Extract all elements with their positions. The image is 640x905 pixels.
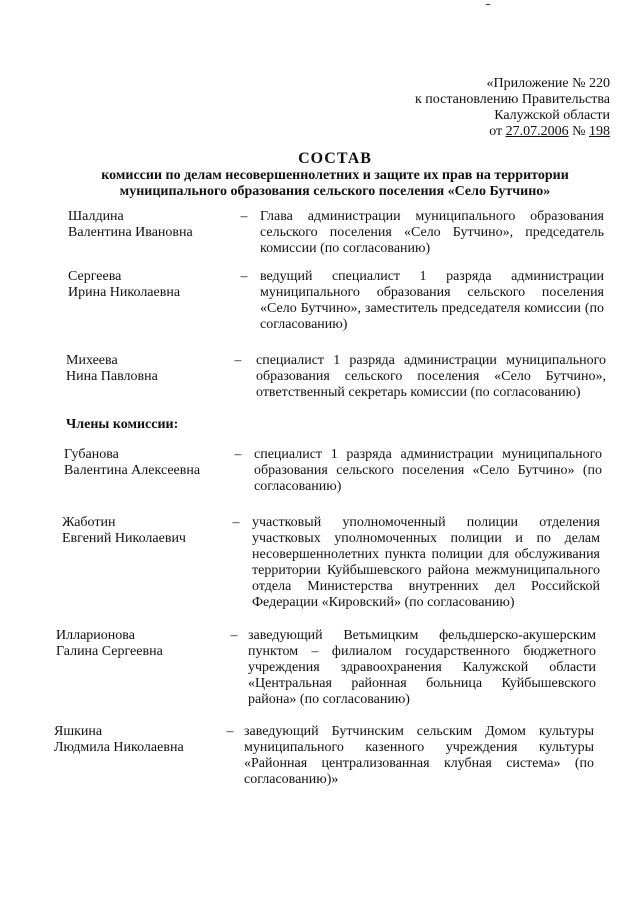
member-given-name: Валентина Алексеевна xyxy=(64,463,201,478)
member-role: специалист 1 разряда администрации муниципального образования сельского поселения «Село Бутчино» (по согласованию) xyxy=(254,447,602,494)
member-role: Глава администрации муниципального образования сельского поселения «Село Бутчино», председатель комиссии (по согласованию) xyxy=(260,209,604,256)
member-role: ведущий специалист 1 разряда администрации муниципального образования сельского поселения «Село Бутчино», заместитель председателя комиссии (по согласованию) xyxy=(260,269,604,332)
subtitle-line-1: комиссии по делам несовершеннолетних и защите их прав на территории xyxy=(101,168,569,183)
member-given-name: Людмила Николаевна xyxy=(54,740,184,755)
member-role: участковый уполномоченный полиции отделения участковых уполномоченных полиции и по делам несовершеннолетних пункта полиции для обслуживания территории Куйбышевского района межмуниципального отдела Министерства внутренних дел Российской Федерации «Кировский» (по согласованию) xyxy=(252,515,600,610)
appendix-line-3: Калужской области xyxy=(494,108,610,123)
member-surname: Шалдина xyxy=(68,209,124,224)
member-name xyxy=(64,447,254,479)
member-given-name: Евгений Николаевич xyxy=(62,531,186,546)
dash: – xyxy=(234,353,242,368)
member-surname: Яшкина xyxy=(54,724,103,739)
member-name xyxy=(68,269,258,301)
member-surname: Сергеева xyxy=(68,269,122,284)
dash: – xyxy=(230,628,238,643)
member-role: заведующий Ветьмицким фельдшерско-акушерским пунктом – филиалом государственного бюджетного учреждения здравоохранения Калужской области «Центральная районная больница Куйбышевского района» (по согласованию) xyxy=(248,628,596,707)
member-name xyxy=(68,209,258,241)
member-given-name: Галина Сергеевна xyxy=(56,644,163,659)
member-given-name: Ирина Николаевна xyxy=(68,285,181,300)
appendix-date-prefix: от xyxy=(489,124,506,139)
member-given-name: Валентина Ивановна xyxy=(68,225,193,240)
appendix-date: 27.07.2006 xyxy=(505,124,569,139)
page-title: СОСТАВ xyxy=(298,150,372,167)
member-surname: Илларионова xyxy=(56,628,135,643)
member-role: специалист 1 разряда администрации муниципального образования сельского поселения «Село Бутчино», ответственный секретарь комиссии (по согласованию) xyxy=(256,353,606,400)
member-surname: Жаботин xyxy=(62,515,116,530)
appendix-line-1: «Приложение № 220 xyxy=(486,76,610,91)
appendix-number-prefix: № xyxy=(568,124,589,139)
dash: – xyxy=(240,269,248,284)
appendix-number: 198 xyxy=(589,124,610,139)
members-section-heading: Члены комиссии: xyxy=(66,417,179,432)
member-name xyxy=(62,515,252,547)
appendix-header xyxy=(415,76,610,140)
member-surname: Губанова xyxy=(64,447,119,462)
subtitle-line-2: муниципального образования сельского поселения «Село Бутчино» xyxy=(119,184,551,199)
member-name xyxy=(54,724,244,756)
member-given-name: Нина Павловна xyxy=(66,369,158,384)
member-name xyxy=(66,353,256,385)
dash: – xyxy=(226,724,234,739)
member-role: заведующий Бутчинским сельским Домом культуры муниципального казенного учреждения культуры «Районная централизованная клубная система» (по согласованию)» xyxy=(244,724,594,787)
dash: – xyxy=(234,447,242,462)
title-block xyxy=(60,150,610,200)
dash: – xyxy=(240,209,248,224)
member-surname: Михеева xyxy=(66,353,118,368)
member-name xyxy=(56,628,246,660)
appendix-line-4 xyxy=(415,124,610,140)
scan-mark xyxy=(486,4,490,5)
appendix-line-2: к постановлению Правительства xyxy=(414,92,610,107)
dash: – xyxy=(232,515,240,530)
